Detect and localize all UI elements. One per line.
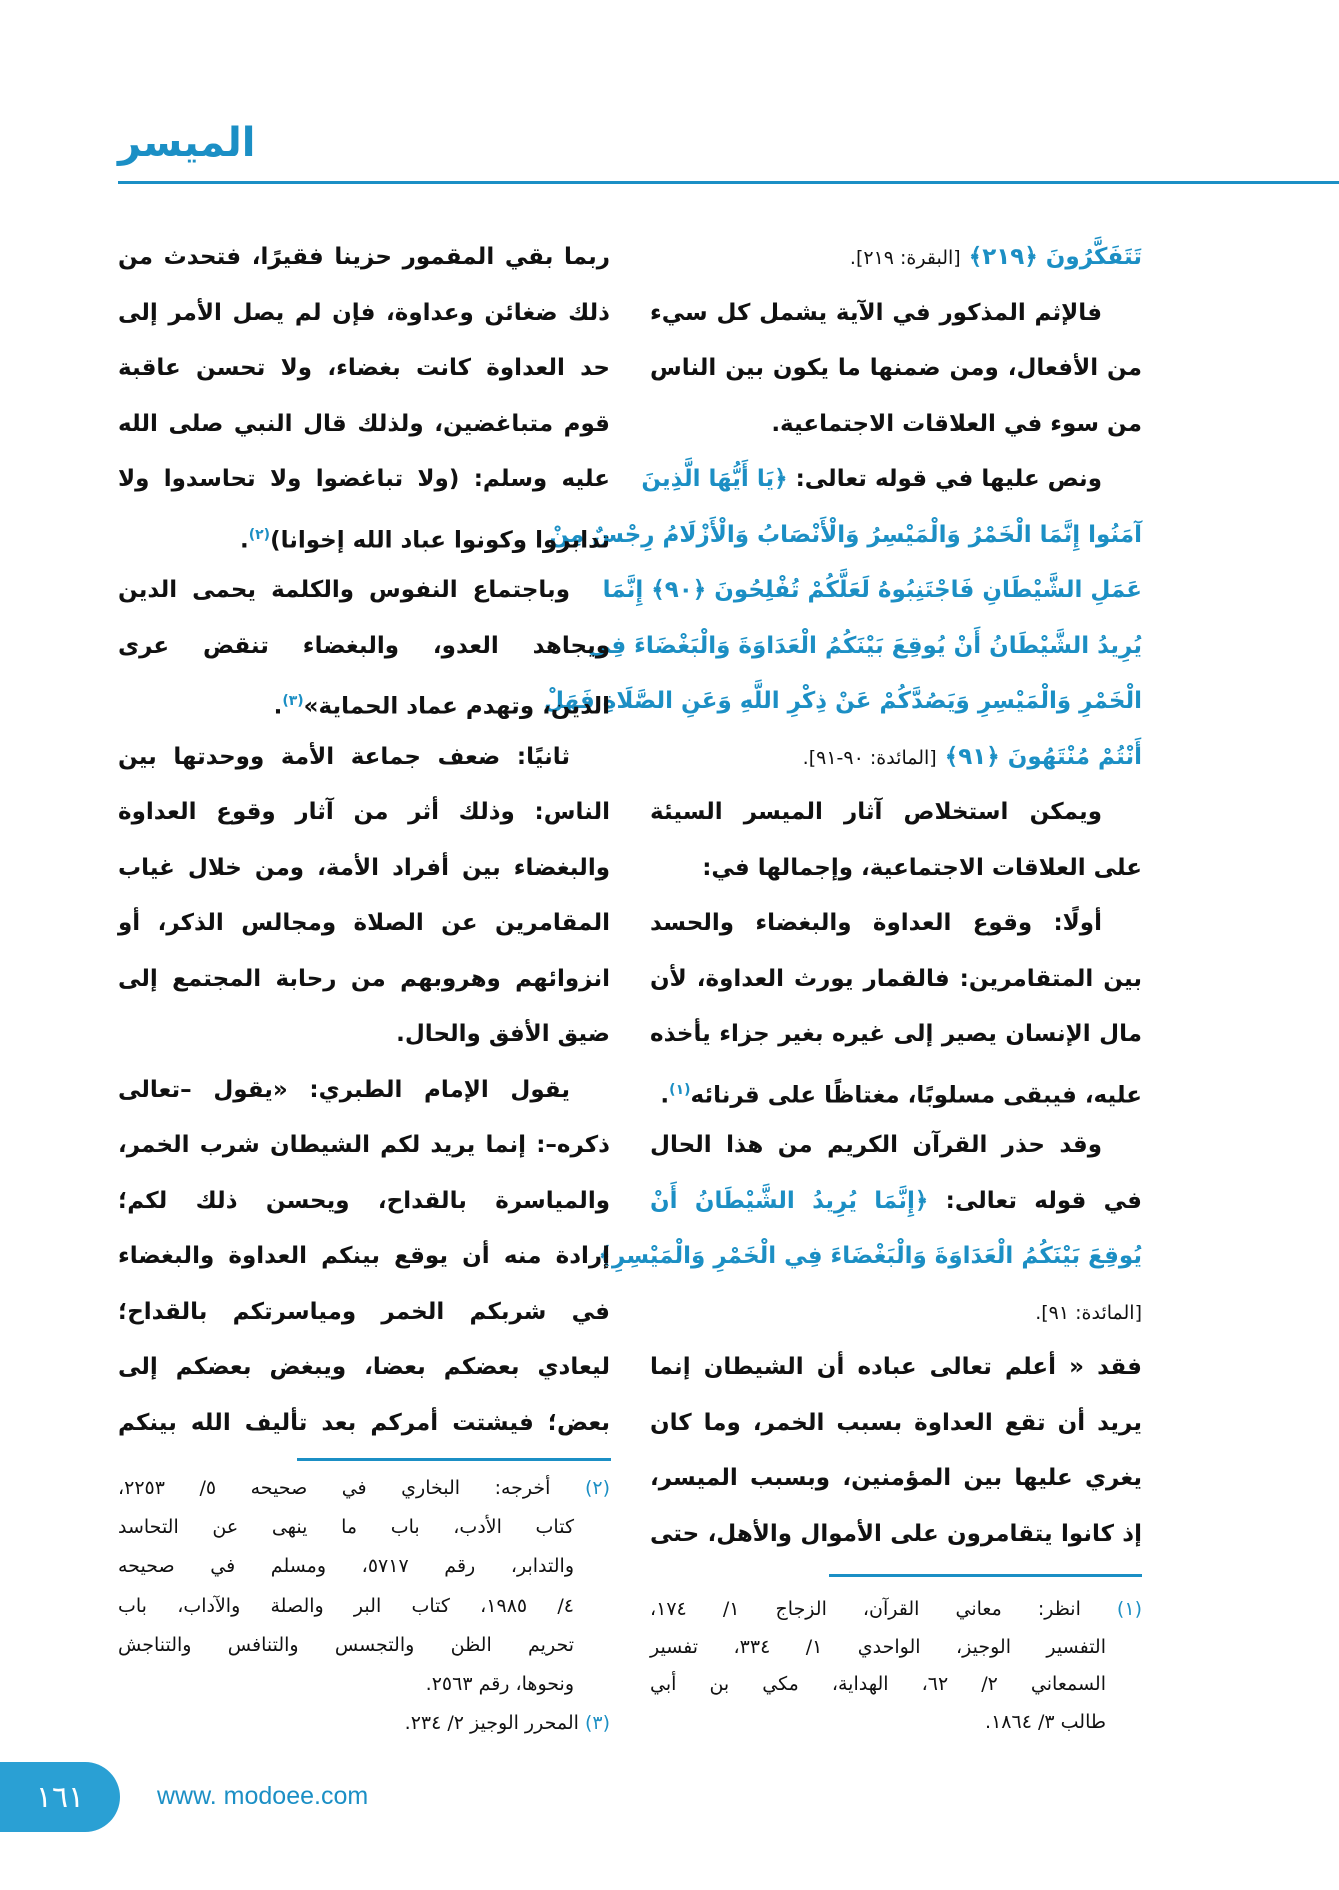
text-line <box>650 1347 1142 1387</box>
text-line <box>118 570 610 610</box>
quran-verse: ﴿يَا أَيُّهَا الَّذِينَ <box>641 466 788 492</box>
text-line <box>602 570 1142 610</box>
text-segment: ويمكن استخلاص آثار الميسر السيئة <box>650 799 1102 825</box>
text-segment: قوم متباغضين، ولذلك قال النبي صلى الله <box>118 410 610 437</box>
footnote-separator-right <box>829 1574 1142 1577</box>
text-line <box>118 1125 610 1165</box>
quran-verse: أَنْتُمْ مُنْتَهُونَ ﴿٩١﴾ <box>936 743 1142 770</box>
quran-verse: ﴿إِنَّمَا يُرِيدُ الشَّيْطَانُ أَنْ <box>650 1187 929 1214</box>
text-line <box>118 959 610 999</box>
text-line <box>650 1403 1142 1443</box>
text-line <box>544 681 1142 721</box>
text-segment: يقول الإمام الطبري: «يقول –تعالى <box>118 1076 570 1103</box>
page-number: ١٦١ <box>35 1779 85 1815</box>
text-line <box>118 1181 610 1221</box>
footnote-line <box>650 1631 1142 1663</box>
page-number-tab <box>0 1762 120 1832</box>
footnote-text: التفسير الوجيز، الواحدي ١/ ٣٣٤، تفسير <box>650 1635 1106 1658</box>
text-line <box>650 903 1142 943</box>
header-divider <box>118 181 1339 184</box>
text-line <box>118 737 610 777</box>
quran-verse: عَمَلِ الشَّيْطَانِ فَاجْتَنِبُوهُ لَعَلَّكُمْ تُفْلِحُونَ ﴿٩٠﴾ إِنَّمَا <box>602 577 1142 603</box>
text-line <box>118 1347 610 1387</box>
text-segment: ضيق الأفق والحال. <box>396 1021 610 1047</box>
text-segment: ربما بقي المقمور حزينا فقيرًا، فتحدث من <box>118 244 610 270</box>
text-line <box>650 1070 1142 1110</box>
text-segment: والمياسرة بالقداح، ويحسن ذلك لكم؛ <box>118 1187 610 1214</box>
footnote-separator-left <box>297 1458 611 1461</box>
verse-reference: [البقرة: ٢١٩]. <box>849 247 961 269</box>
quran-verse: الْخَمْرِ وَالْمَيْسِرِ وَيَصُدَّكُمْ عَنْ ذِكْرِ اللَّهِ وَعَنِ الصَّلَاةِ فَهَلْ <box>544 688 1142 714</box>
footnote-line <box>118 1707 610 1739</box>
footnote-number: (١) <box>1080 1598 1142 1620</box>
text-segment: أولًا: وقوع العداوة والبغضاء والحسد <box>650 910 1102 936</box>
text-line <box>118 626 610 666</box>
text-line <box>650 848 1142 888</box>
text-line <box>650 737 1142 777</box>
text-line <box>650 1125 1142 1165</box>
footnote-line <box>118 1668 610 1700</box>
text-line <box>118 848 610 888</box>
text-segment: بين المتقامرين: فالقمار يورث العداوة، لأن <box>650 965 1142 992</box>
text-segment: ويجاهد العدو، والبغضاء تنقض عرى <box>118 632 610 659</box>
text-segment: والبغضاء بين أفراد الأمة، ومن خلال غياب <box>118 854 610 881</box>
text-segment: ذلك ضغائن وعداوة، فإن لم يصل الأمر إلى <box>118 299 610 326</box>
footnote-number: (٢) <box>550 1477 610 1499</box>
footnote-text: تحريم الظن والتجسس والتنافس والتناجش <box>118 1633 574 1656</box>
text-line <box>650 237 1142 277</box>
text-line <box>118 681 610 721</box>
footnote-number: (٣) <box>578 1712 610 1735</box>
text-line <box>650 792 1142 832</box>
footnote-marker[interactable]: (٣) <box>282 693 304 709</box>
text-segment: انزوائهم وهروبهم من رحابة المجتمع إلى <box>118 965 610 992</box>
text-segment: الناس: وذلك أثر من آثار وقوع العداوة <box>118 799 610 825</box>
footnote-text: طالب ٣/ ١٨٦٤. <box>985 1710 1106 1733</box>
footnote-marker[interactable]: (٢) <box>248 526 271 543</box>
text-segment: عليه وسلم: (ولا تباغضوا ولا تحاسدوا ولا <box>118 466 610 492</box>
text-segment: فقد « أعلم تعالى عباده أن الشيطان إنما <box>650 1354 1142 1380</box>
footnote-line <box>118 1511 610 1543</box>
quran-verse: آمَنُوا إِنَّمَا الْخَمْرُ وَالْمَيْسِرُ وَالْأَنْصَابُ وَالْأَزْلَامُ رِجْسٌ مِنْ <box>549 521 1142 548</box>
verse-reference: [المائدة: ٩٠-٩١]. <box>802 746 937 769</box>
text-line <box>587 626 1142 666</box>
footnote-text: ونحوها، رقم ٢٥٦٣. <box>425 1673 574 1695</box>
footnote-line <box>118 1629 610 1661</box>
text-line <box>118 1014 610 1054</box>
text-segment: إرادة منه أن يوقع بينكم العداوة والبغضاء <box>118 1243 610 1269</box>
text-line <box>650 404 1142 444</box>
text-line <box>650 1514 1142 1554</box>
text-line <box>118 903 610 943</box>
text-segment: ونص عليها في قوله تعالى: <box>787 466 1102 492</box>
footnote-text: والتدابر، رقم ٥٧١٧، ومسلم في صحيحه <box>118 1555 574 1578</box>
footnote-line <box>650 1706 1142 1738</box>
footnote-text: انظر: معاني القرآن، الزجاج ١/ ١٧٤، <box>650 1598 1081 1620</box>
footnote-line <box>650 1593 1142 1625</box>
text-segment: ذكره–: إنما يريد لكم الشيطان شرب الخمر، <box>118 1132 610 1158</box>
text-segment: مال الإنسان يصير إلى غيره بغير جزاء يأخذه <box>650 1021 1142 1047</box>
chapter-title: الميسر <box>118 120 256 166</box>
footnote-line <box>650 1668 1142 1700</box>
text-segment: حد العداوة كانت بغضاء، ولا تحسن عاقبة <box>118 355 610 381</box>
quran-verse: يُوقِعَ بَيْنَكُمُ الْعَدَاوَةَ وَالْبَغْضَاءَ فِي الْخَمْرِ وَالْمَيْسِرِ﴾ <box>598 1243 1142 1269</box>
text-segment: ليعادي بعضكم بعضا، ويبغض بعضكم إلى <box>118 1354 610 1380</box>
text-line <box>598 1236 1142 1276</box>
text-line <box>650 1458 1142 1498</box>
text-line <box>650 1014 1142 1054</box>
footnote-marker[interactable]: (١) <box>669 1081 691 1098</box>
text-segment: وباجتماع النفوس والكلمة يحمى الدين <box>118 577 570 603</box>
footnote-line <box>118 1550 610 1582</box>
text-segment: من الأفعال، ومن ضمنها ما يكون بين الناس <box>650 355 1142 381</box>
text-segment: عليه، فيبقى مسلوبًا، مغتاظًا على قرنائه <box>690 1082 1142 1109</box>
text-segment: المقامرين عن الصلاة ومجالس الذكر، أو <box>118 910 610 936</box>
footnote-line <box>118 1472 610 1504</box>
text-segment: . <box>239 527 249 554</box>
text-line <box>118 515 610 555</box>
text-segment: فالإثم المذكور في الآية يشمل كل سيء <box>650 299 1102 326</box>
website-link[interactable]: www. modoee.com <box>157 1782 369 1810</box>
text-line <box>118 348 610 388</box>
footnote-text: المحرر الوجيز ٢/ ٢٣٤. <box>404 1712 579 1735</box>
footnote-text: كتاب الأدب، باب ما ينهى عن التحاسد <box>118 1516 574 1539</box>
text-segment: إذ كانوا يتقامرون على الأموال والأهل، حتى <box>650 1520 1142 1547</box>
quran-verse: يُرِيدُ الشَّيْطَانُ أَنْ يُوقِعَ بَيْنَكُمُ الْعَدَاوَةَ وَالْبَغْضَاءَ فِي <box>587 632 1142 659</box>
text-segment: من سوء في العلاقات الاجتماعية. <box>771 410 1142 437</box>
text-line <box>650 1181 1142 1221</box>
text-line <box>641 459 1142 499</box>
text-line <box>118 1292 610 1332</box>
text-line <box>118 1403 610 1443</box>
text-segment: . <box>273 693 283 720</box>
text-line <box>650 959 1142 999</box>
quran-verse: تَتَفَكَّرُونَ ﴿٢١٩﴾ <box>960 244 1142 270</box>
text-line <box>118 1236 610 1276</box>
footnote-line <box>118 1590 610 1622</box>
text-segment: على العلاقات الاجتماعية، وإجمالها في: <box>702 854 1142 881</box>
text-segment: تدابروا وكونوا عباد الله إخوانا) <box>270 527 610 554</box>
footnote-text: السمعاني ٢/ ٦٢، الهداية، مكي بن أبي <box>650 1673 1106 1695</box>
text-segment: . <box>660 1082 670 1109</box>
footnote-text: أخرجه: البخاري في صحيحه ٥/ ٢٢٥٣، <box>118 1477 551 1499</box>
text-segment: بعض؛ فيشتت أمركم بعد تأليف الله بينكم <box>118 1409 610 1436</box>
text-segment: وقد حذر القرآن الكريم من هذا الحال <box>650 1132 1102 1158</box>
footnote-text: ٤/ ١٩٨٥، كتاب البر والصلة والآداب، باب <box>118 1594 574 1617</box>
text-line <box>650 293 1142 333</box>
text-segment: ثانيًا: ضعف جماعة الأمة ووحدتها بين <box>118 743 570 770</box>
text-segment: يغري عليها بين المؤمنين، وبسبب الميسر، <box>650 1465 1142 1491</box>
text-segment: الدين، وتهدم عماد الحماية» <box>303 693 610 720</box>
text-line <box>650 348 1142 388</box>
text-line <box>549 515 1142 555</box>
text-line <box>118 792 610 832</box>
text-line <box>118 1070 610 1110</box>
text-line <box>118 404 610 444</box>
text-segment: في قوله تعالى: <box>928 1187 1142 1214</box>
text-segment: يريد أن تقع العداوة بسبب الخمر، وما كان <box>650 1409 1142 1436</box>
verse-reference: [المائدة: ٩١]. <box>1035 1301 1142 1324</box>
text-line <box>650 1292 1142 1332</box>
text-segment: في شربكم الخمر ومياسرتكم بالقداح؛ <box>118 1298 610 1325</box>
text-line <box>118 237 610 277</box>
text-line <box>118 293 610 333</box>
text-line <box>118 459 610 499</box>
